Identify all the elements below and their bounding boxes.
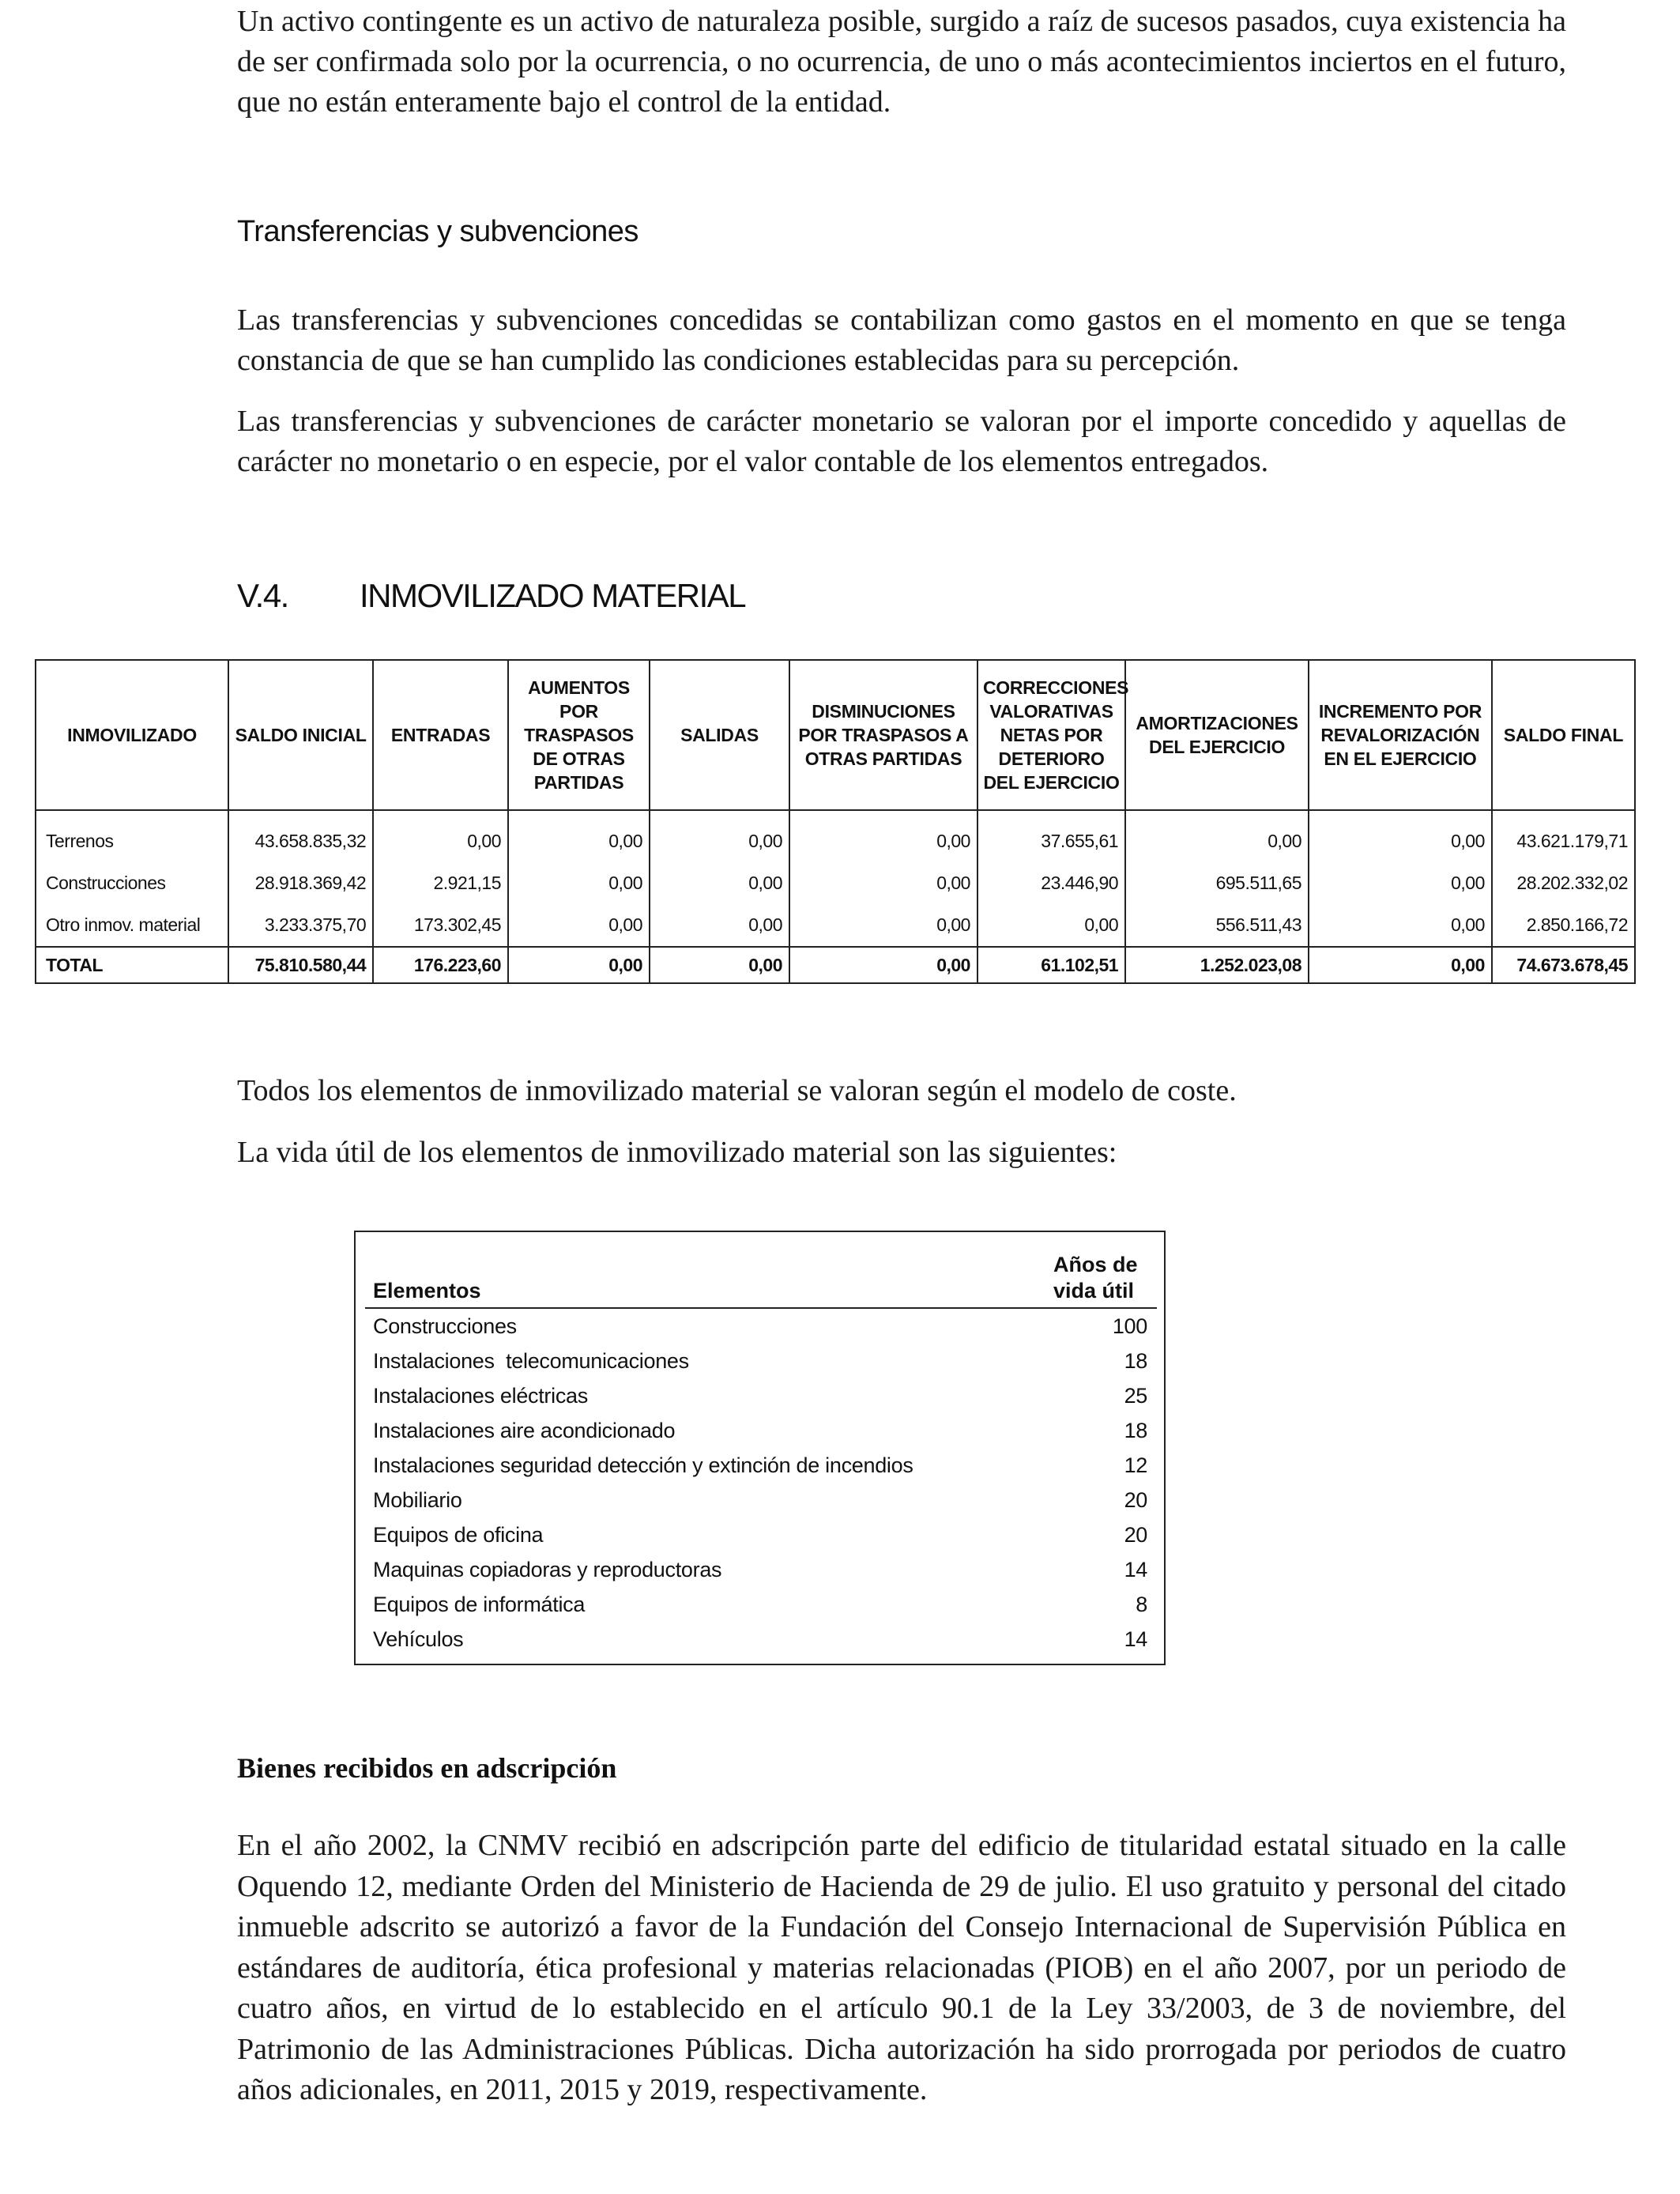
column-header-years xyxy=(1053,1232,1157,1308)
section-number: V.4. xyxy=(237,577,288,614)
column-header: ENTRADAS xyxy=(373,660,508,810)
bienes-heading: Bienes recibidos en adscripción xyxy=(237,1752,617,1784)
table-row xyxy=(36,820,1635,862)
column-header-elementos: Elementos xyxy=(365,1232,1053,1308)
table-cell: 0,00 xyxy=(1125,820,1309,862)
bienes-paragraph: En el año 2002, la CNMV recibió en adscripción parte del edificio de titularidad estatal situado en la calle Oquendo 12, mediante Orden del Ministerio de Hacienda de 29 de julio. El uso gratuito y personal del citado inmueble adscrito se autorizó a favor de la Fundación del Consejo Internacional de Supervisión Pública en estándares de auditoría, ética profesional y materias relacionadas (PIOB) en el año 2007, por un periodo de cuatro años, en virtud de lo establecido en el artículo 90.1 de la Ley 33/2003, de 3 de noviembre, del Patrimonio de las Administraciones Públicas. Dicha autorización ha sido prorrogada por periodos de cuatro años adicionales, en 2011, 2015 y 2019, respectivamente. xyxy=(237,1829,1566,2106)
section-title: INMOVILIZADO MATERIAL xyxy=(360,577,746,614)
total-cell: 0,00 xyxy=(508,947,650,983)
element-years: 14 xyxy=(1124,1557,1147,1581)
table-cell: 173.302,45 xyxy=(373,904,508,947)
element-years: 20 xyxy=(1124,1522,1147,1547)
table-row xyxy=(365,1552,1157,1587)
table-cell: 0,00 xyxy=(650,820,789,862)
table-cell: 0,00 xyxy=(508,862,650,904)
table-row xyxy=(365,1517,1157,1552)
transferencias-heading: Transferencias y subvenciones xyxy=(237,215,638,248)
coste-paragraph: Todos los elementos de inmovilizado material se valoran según el modelo de coste. xyxy=(237,1074,1237,1107)
column-header: INCREMENTO POR REVALORIZACIÓN EN EL EJERCICIO xyxy=(1309,660,1492,810)
table-cell: 0,00 xyxy=(789,904,977,947)
table-cell: 43.621.179,71 xyxy=(1492,820,1635,862)
table-cell: 3.233.375,70 xyxy=(228,904,373,947)
table-row xyxy=(36,904,1635,947)
total-cell: 176.223,60 xyxy=(373,947,508,983)
vida-header-row xyxy=(365,1232,1157,1308)
table-cell: 2.921,15 xyxy=(373,862,508,904)
element-name: Instalaciones eléctricas xyxy=(373,1383,588,1408)
total-cell: 1.252.023,08 xyxy=(1125,947,1309,983)
column-header: INMOVILIZADO xyxy=(36,660,228,810)
table-cell: Terrenos xyxy=(36,820,228,862)
element-name: Construcciones xyxy=(373,1314,517,1338)
table-cell: 43.658.835,32 xyxy=(228,820,373,862)
table-cell: 0,00 xyxy=(1309,904,1492,947)
table-cell: 0,00 xyxy=(508,820,650,862)
column-header: CORRECCIONES VALORATIVAS NETAS POR DETERIORO DEL EJERCICIO xyxy=(977,660,1125,810)
table-cell: 28.202.332,02 xyxy=(1492,862,1635,904)
vida-util-table xyxy=(365,1232,1157,1657)
table-row xyxy=(365,1344,1157,1378)
element-name: Mobiliario xyxy=(373,1487,462,1512)
vida-util-table-box xyxy=(354,1231,1166,1665)
table-row xyxy=(365,1483,1157,1517)
element-years: 18 xyxy=(1124,1348,1147,1373)
table-cell: 556.511,43 xyxy=(1125,904,1309,947)
spacer-row xyxy=(36,810,1635,820)
total-cell: 75.810.580,44 xyxy=(228,947,373,983)
table-cell: 2.850.166,72 xyxy=(1492,904,1635,947)
table-cell: 28.918.369,42 xyxy=(228,862,373,904)
intro-paragraph: Un activo contingente es un activo de naturaleza posible, surgido a raíz de sucesos pasados, cuya existencia ha de ser confirmada solo por la ocurrencia, o no ocurrencia, de uno o más acontecimientos inciertos en el futuro, que no están enteramente bajo el control de la entidad. xyxy=(237,5,1566,119)
column-header: DISMINUCIONES POR TRASPASOS A OTRAS PARTIDAS xyxy=(789,660,977,810)
table-row xyxy=(365,1448,1157,1483)
element-name: Equipos de oficina xyxy=(373,1522,544,1547)
transferencias-paragraph-2: Las transferencias y subvenciones de carácter monetario se valoran por el importe concedido y aquellas de carácter no monetario o en especie, por el valor contable de los elementos entregados. xyxy=(237,405,1566,478)
element-name: Instalaciones seguridad detección y extinción de incendios xyxy=(373,1453,913,1477)
years-header-line1: Años de xyxy=(1053,1253,1138,1276)
table-cell: 0,00 xyxy=(650,904,789,947)
table-cell: 0,00 xyxy=(650,862,789,904)
element-name: Vehículos xyxy=(373,1627,464,1651)
element-years: 8 xyxy=(1136,1592,1147,1616)
table-cell: 0,00 xyxy=(373,820,508,862)
table-cell: 0,00 xyxy=(508,904,650,947)
element-name: Instalaciones aire acondicionado xyxy=(373,1418,676,1442)
column-header: SALDO FINAL xyxy=(1492,660,1635,810)
table-row xyxy=(36,862,1635,904)
element-years: 12 xyxy=(1124,1453,1147,1477)
element-name: Maquinas copiadoras y reproductoras xyxy=(373,1557,722,1581)
section-heading xyxy=(237,577,745,615)
table-cell: 23.446,90 xyxy=(977,862,1125,904)
table-row xyxy=(365,1413,1157,1448)
table-cell: Construcciones xyxy=(36,862,228,904)
element-years: 100 xyxy=(1112,1314,1147,1338)
total-cell: TOTAL xyxy=(36,947,228,983)
table-cell: 0,00 xyxy=(789,862,977,904)
table-cell: 0,00 xyxy=(977,904,1125,947)
table-cell: 37.655,61 xyxy=(977,820,1125,862)
table-row xyxy=(365,1587,1157,1622)
vida-intro-paragraph: La vida útil de los elementos de inmovilizado material son las siguientes: xyxy=(237,1136,1117,1169)
element-years: 18 xyxy=(1124,1418,1147,1442)
total-cell: 61.102,51 xyxy=(977,947,1125,983)
table-cell: 0,00 xyxy=(1309,862,1492,904)
element-years: 20 xyxy=(1124,1487,1147,1512)
transferencias-paragraph-1: Las transferencias y subvenciones concedidas se contabilizan como gastos en el momento en que se tenga constancia de que se han cumplido las condiciones establecidas para su percepción. xyxy=(237,303,1566,377)
element-name: Equipos de informática xyxy=(373,1592,586,1616)
column-header: SALDO INICIAL xyxy=(228,660,373,810)
column-header: SALIDAS xyxy=(650,660,789,810)
total-cell: 0,00 xyxy=(650,947,789,983)
table-row xyxy=(365,1308,1157,1344)
table-row xyxy=(365,1378,1157,1413)
total-cell: 74.673.678,45 xyxy=(1492,947,1635,983)
column-header: AUMENTOS POR TRASPASOS DE OTRAS PARTIDAS xyxy=(508,660,650,810)
table-cell: 0,00 xyxy=(1309,820,1492,862)
element-years: 25 xyxy=(1124,1383,1147,1408)
column-header: AMORTIZACIONES DEL EJERCICIO xyxy=(1125,660,1309,810)
total-cell: 0,00 xyxy=(789,947,977,983)
table-cell: Otro inmov. material xyxy=(36,904,228,947)
table-cell: 695.511,65 xyxy=(1125,862,1309,904)
table-header-row xyxy=(36,660,1635,810)
element-years: 14 xyxy=(1124,1627,1147,1651)
total-row xyxy=(36,947,1635,983)
years-header-line2: vida útil xyxy=(1053,1279,1135,1302)
element-name: Instalaciones telecomunicaciones xyxy=(373,1348,689,1373)
inmovilizado-table xyxy=(35,659,1636,984)
table-cell: 0,00 xyxy=(789,820,977,862)
total-cell: 0,00 xyxy=(1309,947,1492,983)
table-row xyxy=(365,1622,1157,1657)
